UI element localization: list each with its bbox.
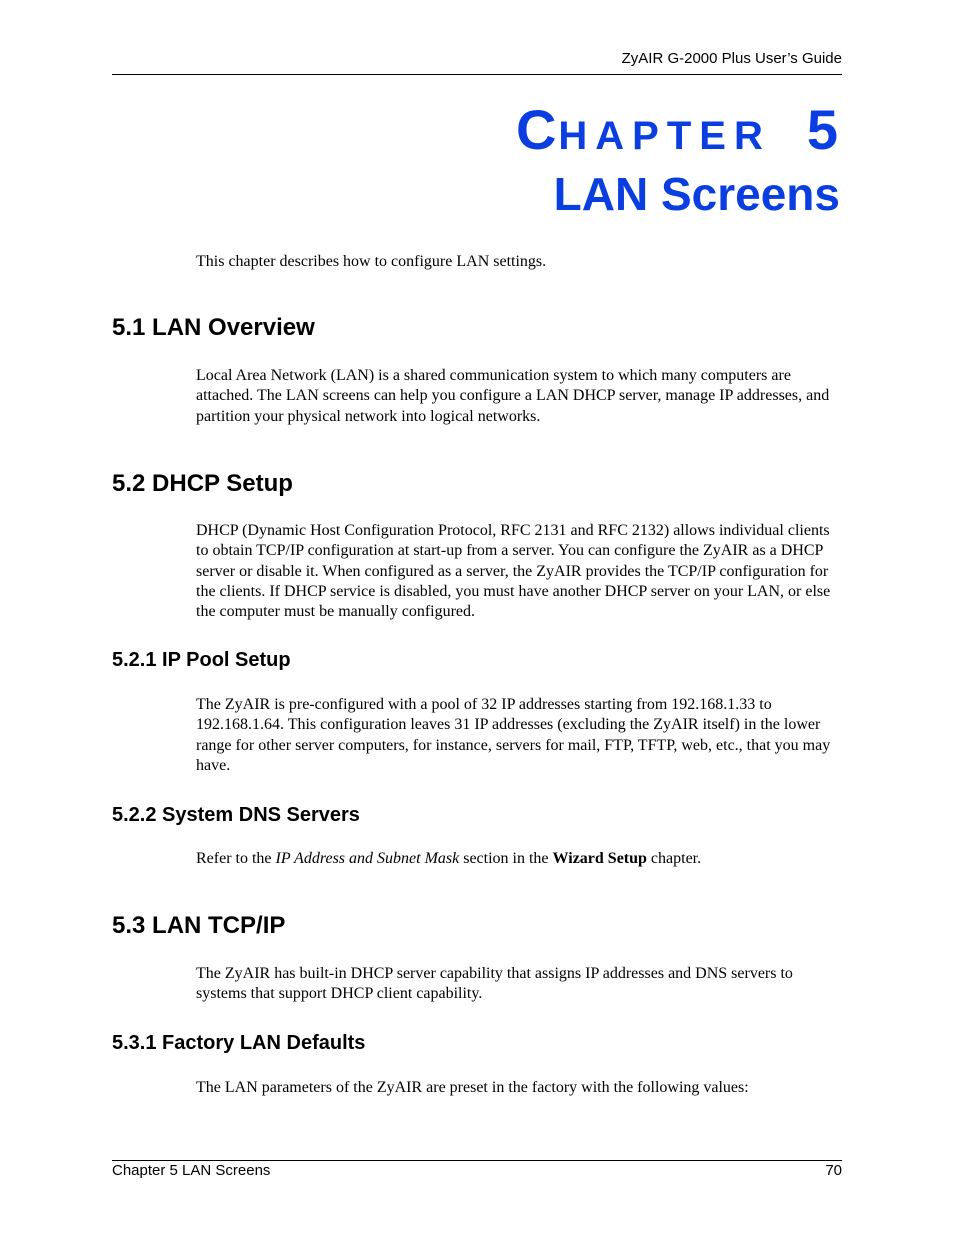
body-text-mid: section in the [459, 850, 553, 867]
xref-ip-address-subnet-mask: IP Address and Subnet Mask [275, 850, 460, 867]
chapter-label-rest: HAPTER [558, 114, 771, 158]
section-heading-5-3-1: 5.3.1 Factory LAN Defaults [112, 1032, 366, 1054]
chapter-title: LAN Screens [553, 168, 840, 220]
section-body-5-3-1: The LAN parameters of the ZyAIR are preset in the factory with the following values: [196, 1079, 749, 1096]
footer-page-number: 70 [825, 1162, 842, 1179]
section-body-5-3: The ZyAIR has built-in DHCP server capability that assigns IP addresses and DNS servers to systems that support DHCP client capability. [196, 965, 793, 1003]
chapter-label-initial: C [515, 98, 559, 161]
section-body-5-2: DHCP (Dynamic Host Configuration Protocol, RFC 2131 and RFC 2132) allows individual clients to obtain TCP/IP configuration at start-up from a server. You can configure the ZyAIR as a DHCP server or disable it. When configured as a server, the ZyAIR provides the TCP/IP configuration for the clients. If DHCP service is disabled, you must have another DHCP server on your LAN, or else the computer must be manually configured. [196, 522, 831, 621]
section-heading-5-1: 5.1 LAN Overview [112, 314, 315, 341]
section-body-5-2-2 [196, 849, 846, 869]
body-text-post: chapter. [646, 850, 702, 867]
header-rule [112, 74, 842, 75]
section-heading-5-3: 5.3 LAN TCP/IP [112, 912, 286, 939]
running-header-title: ZyAIR G-2000 Plus User’s Guide [621, 50, 842, 67]
section-heading-5-2-2: 5.2.2 System DNS Servers [112, 804, 360, 826]
section-body-5-2-1: The ZyAIR is pre-configured with a pool of 32 IP addresses starting from 192.168.1.33 to 192.168.1.64. This configuration leaves 31 IP addresses (excluding the ZyAIR itself) in the lower range for other server computers, for instance, servers for mail, FTP, TFTP, web, etc., that you may have. [196, 696, 831, 774]
section-heading-5-2: 5.2 DHCP Setup [112, 470, 293, 497]
footer [112, 1162, 842, 1179]
body-text-pre: Refer to the [196, 850, 276, 867]
section-body-5-1: Local Area Network (LAN) is a shared communication system to which many computers are attached. The LAN screens can help you configure a LAN DHCP server, manage IP addresses, and partition your physical network into logical networks. [196, 367, 830, 425]
chapter-label [516, 100, 840, 166]
footer-rule [112, 1160, 842, 1161]
intro-paragraph: This chapter describes how to configure LAN settings. [196, 253, 547, 270]
footer-chapter-title: Chapter 5 LAN Screens [112, 1162, 271, 1179]
xref-wizard-setup: Wizard Setup [552, 850, 647, 867]
section-heading-5-2-1: 5.2.1 IP Pool Setup [112, 649, 291, 671]
chapter-number: 5 [806, 98, 840, 161]
